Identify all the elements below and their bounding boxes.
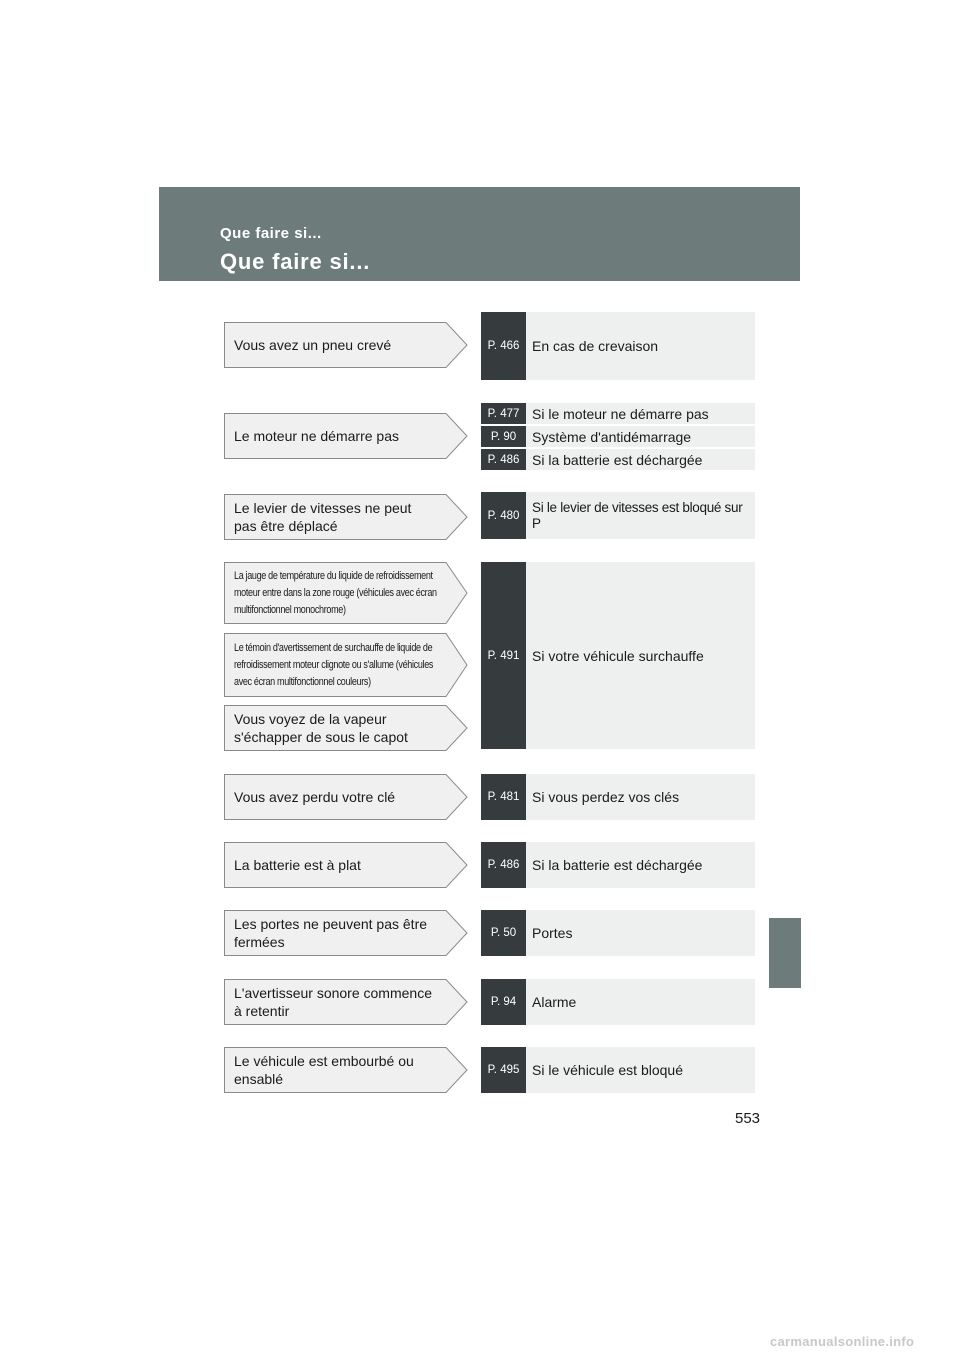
result-label: En cas de crevaison [532, 338, 659, 354]
page-reference[interactable]: P. 491 [481, 562, 526, 749]
symptom-steam [224, 705, 468, 751]
symptom-temp-gauge [224, 562, 468, 624]
result-label: Portes [532, 925, 573, 941]
symptom-lost-key [224, 774, 468, 820]
page-title: Que faire si... [220, 249, 371, 274]
result-label: Système d'antidémarrage [532, 428, 692, 445]
symptom-label: Vous avez perdu votre clé [234, 789, 396, 805]
result-lost-key[interactable] [481, 774, 755, 820]
page-reference[interactable]: P. 477 [481, 403, 526, 424]
result-immobilizer[interactable] [481, 426, 755, 447]
result-label: Si votre véhicule surchauffe [532, 647, 704, 664]
result-battery-flat[interactable] [481, 842, 755, 888]
result-label: Si le véhicule est bloqué [532, 1062, 683, 1078]
page-reference[interactable]: P. 90 [481, 426, 526, 447]
page-reference[interactable]: P. 480 [481, 492, 526, 539]
symptom-label: Le véhicule est embourbé ou ensablé [234, 1053, 414, 1087]
result-overheat[interactable] [481, 562, 755, 749]
symptom-label: Le témoin d'avertissement de surchauffe de liquide de refroidissement moteur clignote ou s'allume (véhicules avec écran multifonctionnel couleurs) [234, 641, 434, 688]
page-number: 553 [735, 1110, 761, 1127]
result-horn[interactable] [481, 979, 755, 1025]
symptom-label: L'avertisseur sonore commence à retentir [234, 985, 432, 1019]
result-label: Si le moteur ne démarre pas [532, 405, 709, 422]
result-label: Si le levier de vitesses est bloqué sur P [532, 499, 743, 531]
symptom-horn [224, 979, 468, 1025]
symptom-flat-tire [224, 322, 468, 368]
page-reference[interactable]: P. 50 [481, 910, 526, 956]
page-reference[interactable]: P. 94 [481, 979, 526, 1025]
result-label: Si la batterie est déchargée [532, 451, 703, 468]
page-reference[interactable]: P. 486 [481, 449, 526, 470]
page-reference[interactable]: P. 481 [481, 774, 526, 820]
symptom-shift-lever [224, 494, 468, 540]
symptom-label: Les portes ne peuvent pas être fermées [234, 916, 428, 950]
symptom-battery-flat [224, 842, 468, 888]
result-shift-lever[interactable] [481, 492, 755, 539]
symptom-label: Vous avez un pneu crevé [234, 337, 392, 353]
result-engine-no-start[interactable] [481, 403, 755, 424]
result-label: Si la batterie est déchargée [532, 857, 703, 873]
symptom-warning-light [224, 633, 468, 697]
result-flat-tire[interactable] [481, 312, 755, 380]
result-label: Si vous perdez vos clés [532, 789, 680, 805]
chapter-header [159, 187, 800, 281]
result-doors[interactable] [481, 910, 755, 956]
chapter-tab [769, 918, 801, 988]
result-label: Alarme [532, 994, 577, 1010]
symptom-stuck [224, 1047, 468, 1093]
page-reference[interactable]: P. 495 [481, 1047, 526, 1093]
watermark: carmanualsonline.info [770, 1334, 915, 1349]
symptom-label: Le levier de vitesses ne peut pas être déplacé [234, 500, 412, 534]
symptom-label: Le moteur ne démarre pas [234, 428, 399, 444]
page-reference[interactable]: P. 486 [481, 842, 526, 888]
page-reference[interactable]: P. 466 [481, 312, 526, 380]
symptom-label: La jauge de température du liquide de refroidissement moteur entre dans la zone rouge (véhicules avec écran multifonctionnel monochrome) [234, 569, 437, 616]
result-stuck[interactable] [481, 1047, 755, 1093]
result-battery-discharged[interactable] [481, 449, 755, 470]
section-subtitle: Que faire si... [220, 225, 322, 242]
symptom-doors [224, 910, 468, 956]
symptom-label: Vous voyez de la vapeur s'échapper de sous le capot [234, 711, 408, 745]
symptom-engine-no-start [224, 413, 468, 459]
symptom-label: La batterie est à plat [234, 857, 361, 873]
